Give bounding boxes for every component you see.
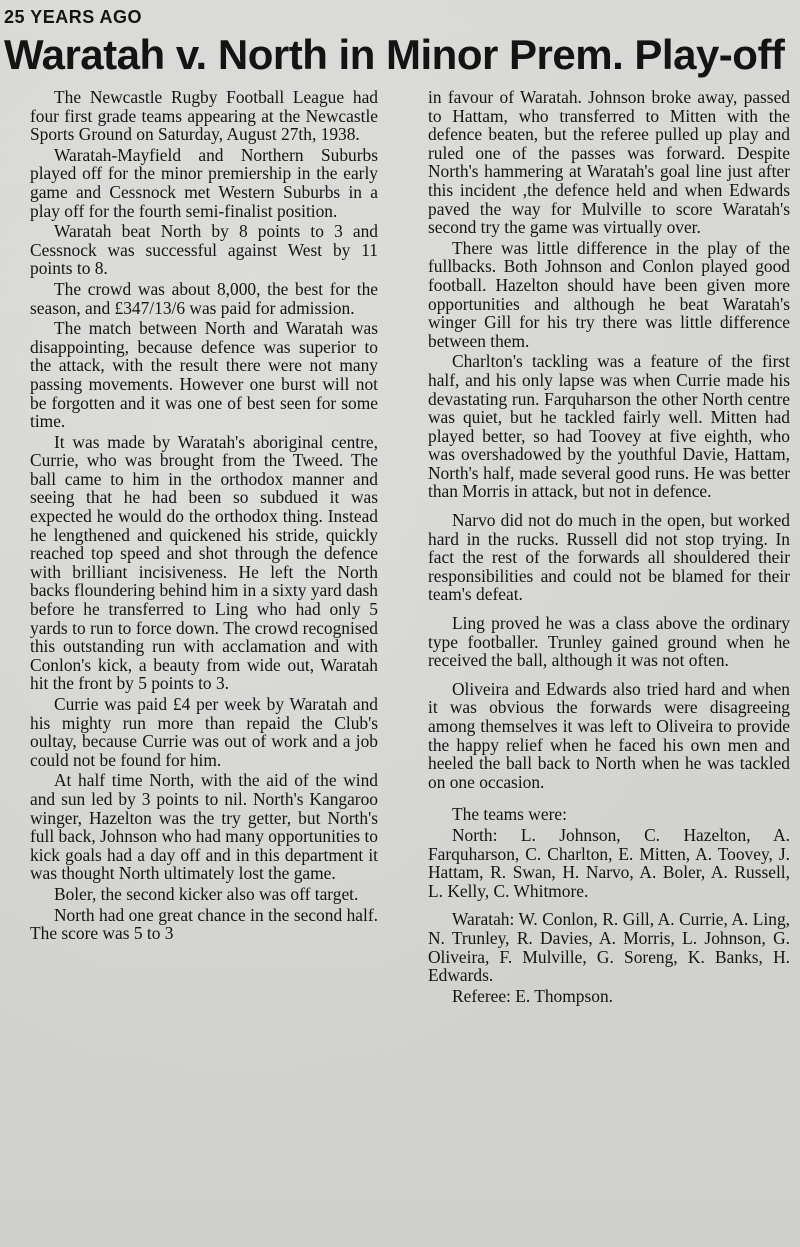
referee-line: Referee: E. Thompson. [452,985,613,1006]
section-kicker: 25 YEARS AGO [4,7,143,27]
paragraph: Waratah beat North by 8 points to 3 and Cessnock was successful against West by 11 points to 8. [30,221,378,279]
paragraph: There was little difference in the play of the fullbacks. Both Johnson and Conlon played good football. Hazelton should have been given more opportunities and although he beat Waratah's winger Gill for his try there was little difference between them. [428,237,790,351]
paragraph: At half time North, with the aid of the wind and sun led by 3 points to nil. North's Kangaroo winger, Hazelton was the try getter, but North's full back, Johnson who had many opportunities to kick goals had a day off and in this department it was thought North ultimately lost the game. [30,770,378,884]
paragraph: Waratah-Mayfield and Northern Suburbs played off for the minor premiership in the early game and Cessnock met Western Suburbs in a play off for the fourth semi-finalist position. [30,144,378,221]
team-list-waratah: Waratah: W. Conlon, R. Gill, A. Currie, A. Ling, N. Trunley, R. Davies, A. Morris, L. Johnson, G. Oliveira, F. Mulville, G. Soreng, K. Banks, H. Edwards. [428,909,790,986]
paragraph: The Newcastle Rugby Football League had four first grade teams appearing at the Newcastle Sports Ground on Saturday, August 27th, 1938. [30,88,378,145]
paragraph: Currie was paid £4 per week by Waratah and his mighty run more than repaid the Club's oultay, because Currie was out of work and a job could not be found for him. [30,694,378,770]
paragraph: Oliveira and Edwards also tried hard and when it was obvious the forwards were disagreeing among themselves it was left to Oliveira to provide the happy relief when he faced his own men and heeled the ball back to North when he was tackled on one occasion. [428,678,790,792]
paragraph: North had one great chance in the second half. The score was 5 to 3 [30,904,378,944]
teams-heading: The teams were: [452,804,567,825]
headline: Waratah v. North in Minor Prem. Play-off [4,31,785,78]
paragraph: Charlton's tackling was a feature of the first half, and his only lapse was when Currie made his devastating run. Farquharson the other North centre was quiet, but he tackled fairly well. Mitten had played better, so had Toovey at five eighth, who was overshadowed by the youthful Davie, Hattam, North's half, made several good runs. He was better than Morris in attack, but not in defence. [428,351,790,502]
paragraph: The crowd was about 8,000, the best for the season, and £347/13/6 was paid for admission. [30,278,378,318]
paragraph: It was made by Waratah's aboriginal centre, Currie, who was brought from the Tweed. The ball came to him in the orthodox manner and seeing that he had been so subdued it was expected he would do the orthodox thing. Instead he lengthened and quickened his stride, quickly reached top speed and shot through the defence with brilliant incisiveness. He left the North backs floundering behind him in a sixty yard dash before he transferred to Ling who had only 5 yards to run to force down. The crowd recognised this outstanding run with acclamation and with Conlon's kick, a beauty from wide out, Waratah hit the front by 5 points to 3. [30,431,378,694]
article-column-left [30,88,378,1239]
paragraph: Boler, the second kicker also was off target. [54,883,359,904]
team-list-north: North: L. Johnson, C. Hazelton, A. Farquharson, C. Charlton, E. Mitten, A. Toovey, J. Hattam, R. Swan, H. Narvo, A. Boler, A. Russell, L. Kelly, C. Whitmore. [428,824,790,901]
paragraph: in favour of Waratah. Johnson broke away, passed to Hattam, who transferred to Mitten with the defence beaten, but the referee pulled up play and ruled one of the passes was forward. Despite North's hammering at Waratah's goal line just after this incident ,the defence held and when Edwards paved the way for Mulville to score Waratah's second try the game was virtually over. [428,88,790,238]
paragraph: Ling proved he was a class above the ordinary type footballer. Trunley gained ground when he received the ball, although it was not often. [428,613,790,671]
paragraph: Narvo did not do much in the open, but worked hard in the rucks. Russell did not stop trying. In fact the rest of the forwards all shouldered their responsibilities and could not be blamed for their team's defeat. [428,510,790,605]
article-column-right [428,88,790,1239]
paragraph: The match between North and Waratah was disappointing, because defence was superior to the attack, with the result there were not many passing movements. However one burst will not be forgotten and it was one of best seen for some time. [30,318,378,432]
